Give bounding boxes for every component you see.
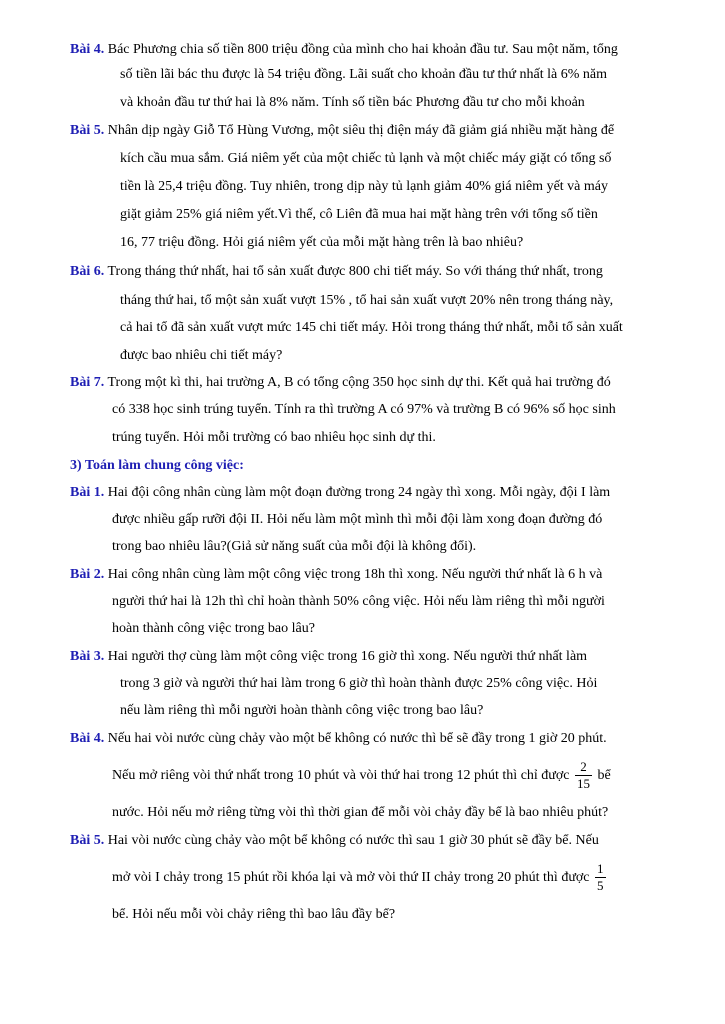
problem-line: người thứ hai là 12h thì chỉ hoàn thành 50% công việc. Hỏi nếu làm riêng thì mỗi người [112,594,605,609]
problem-line [70,729,607,749]
problem-text: Trong tháng thứ nhất, hai tổ sản xuất được 800 chi tiết máy. So với tháng thứ nhất, trong [107,264,603,279]
problem-text: Nếu hai vòi nước cùng chảy vào một bể không có nước thì bể sẽ đầy trong 1 giờ 20 phút. [107,731,607,746]
problem-line: bể. Hỏi nếu mỗi vòi chảy riêng thì bao lâu đầy bể? [112,907,396,922]
problem-line: có 338 học sinh trúng tuyển. Tính ra thì trường A có 97% và trường B có 96% số học sinh [112,402,616,417]
problem-line [70,647,587,667]
problem-line: cả hai tổ đã sản xuất vượt mức 145 chi tiết máy. Hỏi trong tháng thứ nhất, mỗi tổ sản xuất [120,320,623,335]
problem-line: nếu làm riêng thì mỗi người hoàn thành công việc trong bao lâu? [120,703,484,718]
problem-label: Bài 6. [70,264,105,279]
problem-line [70,483,610,503]
problem-label: Bài 4. [70,42,105,57]
problem-line: trong bao nhiêu lâu?(Giả sử năng suất của mỗi đội là không đổi). [112,539,477,554]
problem-text: Trong một kì thi, hai trường A, B có tổng cộng 350 học sinh dự thi. Kết quả hai trường đó [107,375,611,390]
problem-label: Bài 3. [70,649,105,664]
problem-line: giặt giảm 25% giá niêm yết.Vì thế, cô Liên đã mua hai mặt hàng trên với tổng số tiền [120,207,598,222]
problem-label: Bài 5. [70,123,105,138]
problem-text: mở vòi I chảy trong 15 phút rồi khóa lại và mở vòi thứ II chảy trong 20 phút thì được [112,870,590,885]
problem-line: được bao nhiêu chi tiết máy? [120,348,283,363]
problem-text: bể [597,768,611,783]
problem-line: trúng tuyển. Hỏi mỗi trường có bao nhiêu học sinh dự thi. [112,430,436,445]
problem-text: Hai công nhân cùng làm một công việc trong 18h thì xong. Nếu người thứ nhất là 6 h và [107,567,603,582]
problem-text: Nếu mở riêng vòi thứ nhất trong 10 phút và vòi thứ hai trong 12 phút thì chỉ được [112,768,570,783]
problem-label: Bài 5. [70,833,105,848]
problem-line: trong 3 giờ và người thứ hai làm trong 6 giờ thì hoàn thành được 25% công việc. Hỏi [120,676,598,691]
fraction [595,861,606,894]
fraction-numerator: 2 [575,759,592,776]
problem-line: 16, 77 triệu đồng. Hỏi giá niêm yết của mỗi mặt hàng trên là bao nhiêu? [120,235,524,250]
fraction [575,759,592,792]
problem-text: Hai vòi nước cùng chảy vào một bể không có nước thì sau 1 giờ 30 phút sẽ đầy bể. Nếu [107,833,599,848]
problem-line [70,121,614,141]
problem-line: tháng thứ hai, tổ một sản xuất vượt 15% , tổ hai sản xuất vượt 20% nên trong tháng này, [120,293,614,308]
problem-text: Hai người thợ cùng làm một công việc trong 16 giờ thì xong. Nếu người thứ nhất làm [107,649,588,664]
problem-text: Nhân dịp ngày Giỗ Tổ Hùng Vương, một siêu thị điện máy đã giảm giá nhiều mặt hàng để [107,123,615,138]
problem-line [112,860,608,896]
fraction-numerator: 1 [597,861,604,877]
problem-line: kích cầu mua sắm. Giá niêm yết của một chiếc tủ lạnh và một chiếc máy giặt có tổng số [120,151,612,166]
problem-line [70,373,611,393]
problem-label: Bài 7. [70,375,105,390]
problem-line: và khoản đầu tư thứ hai là 8% năm. Tính số tiền bác Phương đầu tư cho mỗi khoản [120,95,585,110]
problem-line [70,262,603,282]
problem-label: Bài 4. [70,731,105,746]
problem-label: Bài 1. [70,485,105,500]
fraction-denominator: 15 [577,776,591,792]
problem-text: Bác Phương chia số tiền 800 triệu đồng của mình cho hai khoản đầu tư. Sau một năm, tổng [107,42,618,57]
problem-line [70,831,599,851]
problem-line: số tiền lãi bác thu được là 54 triệu đồng. Lãi suất cho khoản đầu tư thứ nhất là 6% năm [120,67,607,82]
fraction-denominator: 5 [597,878,604,894]
problem-line: nước. Hỏi nếu mở riêng từng vòi thì thời gian để mỗi vòi chảy đầy bể là bao nhiêu phút? [112,805,609,820]
problem-line [70,565,602,585]
section-title: 3) Toán làm chung công việc: [70,458,244,473]
problem-line: hoàn thành công việc trong bao lâu? [112,621,315,636]
problem-line [70,40,618,60]
problem-line: được nhiều gấp rưỡi đội II. Hỏi nếu làm một mình thì mỗi đội làm xong đoạn đường đó [112,512,603,527]
problem-label: Bài 2. [70,567,105,582]
problem-text: Hai đội công nhân cùng làm một đoạn đường trong 24 ngày thì xong. Mỗi ngày, đội I làm [107,485,611,500]
problem-line [112,758,611,794]
problem-line: tiền là 25,4 triệu đồng. Tuy nhiên, trong dịp này tủ lạnh giảm 40% giá niêm yết và máy [120,179,608,194]
